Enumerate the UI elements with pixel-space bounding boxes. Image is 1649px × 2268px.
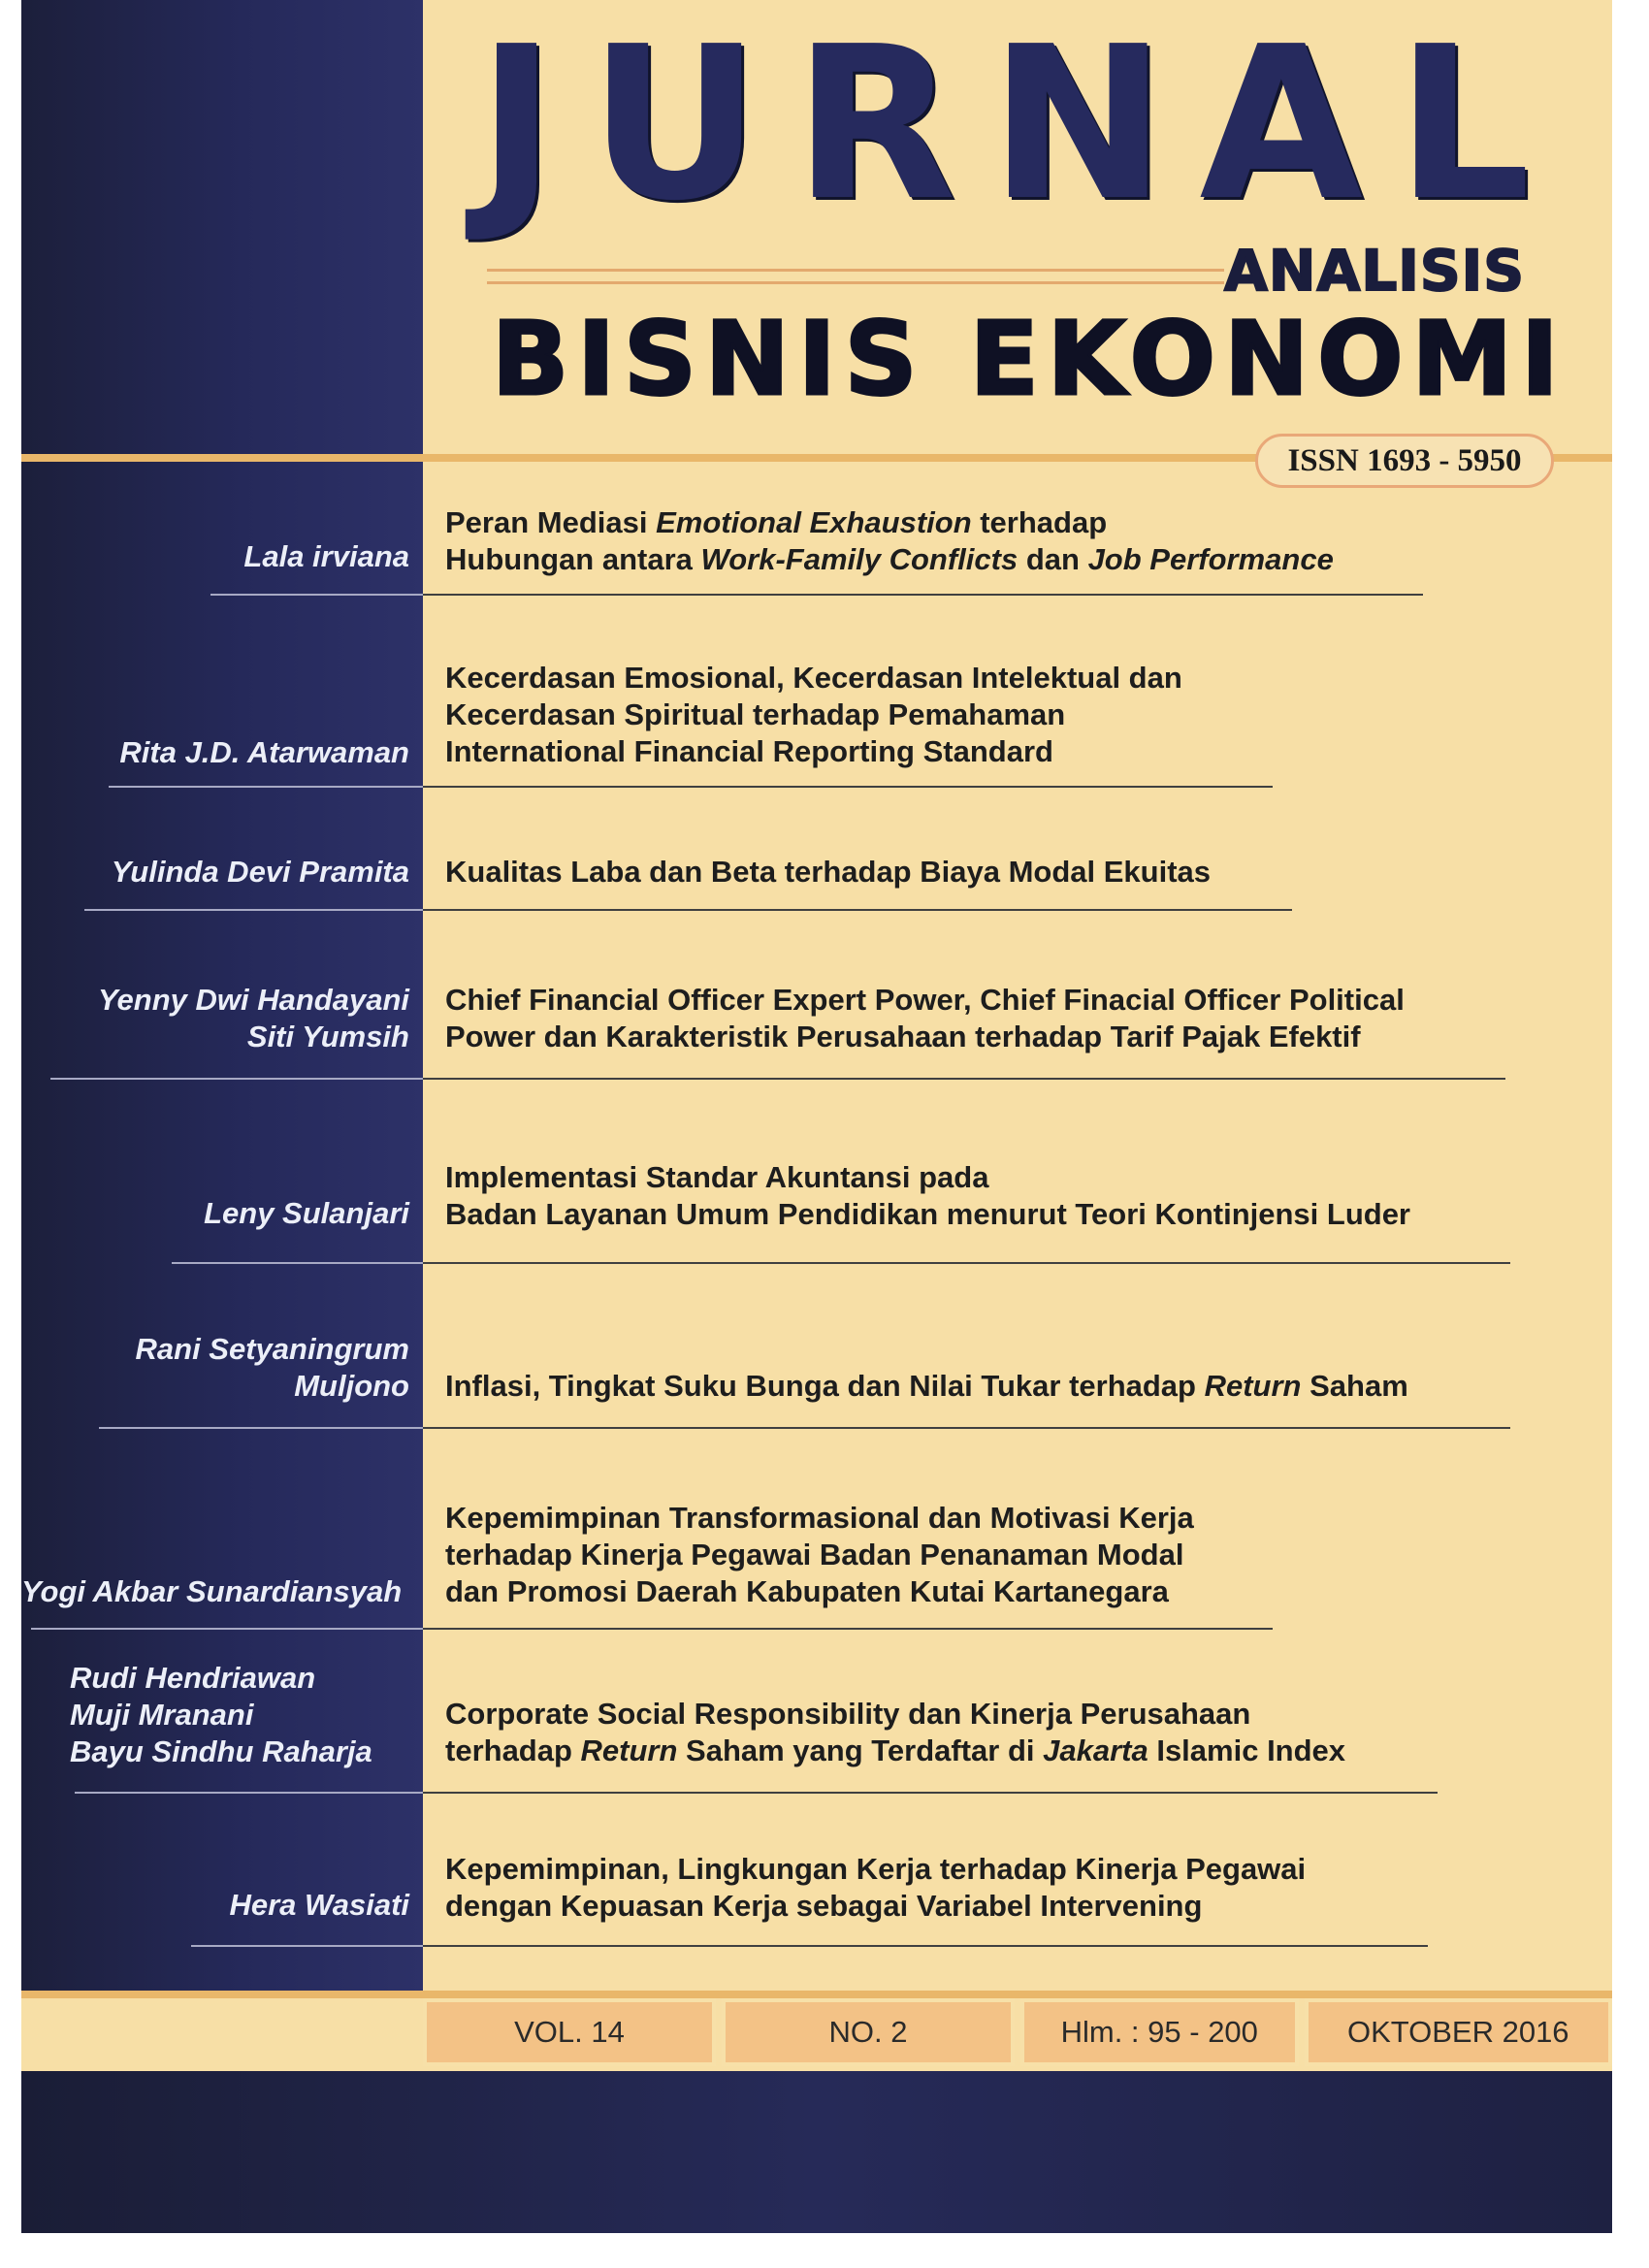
title-text: dan Promosi Daerah Kabupaten Kutai Kartanegara [445,1574,1169,1608]
italic-term: Return [580,1733,678,1767]
author-divider [75,1792,423,1794]
title-text: Saham [1301,1369,1408,1403]
article-title [445,1368,1408,1405]
number-cell: NO. 2 [722,1998,1015,2066]
article-title [445,1159,1410,1233]
article-title-line [445,660,1182,697]
title-divider [423,909,1292,911]
article-title-line [445,504,1334,541]
footer-stripe [21,1991,1612,1998]
author-divider [191,1945,423,1947]
title-text: Badan Layanan Umum Pendidikan menurut Teori Kontinjensi Luder [445,1197,1410,1231]
article-title-line [445,697,1182,733]
title-text: dan [1018,542,1088,576]
author-name: Leny Sulanjari [204,1196,409,1230]
author-name: Yogi Akbar Sunardiansyah [21,1574,403,1608]
title-divider [423,1945,1428,1947]
italic-term: Return [1204,1369,1302,1403]
article-authors [21,1331,409,1405]
title-text: Hubungan antara [445,542,701,576]
author-divider [99,1427,423,1429]
author-divider [84,909,423,911]
article-title-line [445,1888,1306,1925]
title-text: Power dan Karakteristik Perusahaan terhadap Tarif Pajak Efektif [445,1020,1361,1053]
title-text: Chief Financial Officer Expert Power, Chief Finacial Officer Political [445,983,1405,1017]
author-divider [50,1078,423,1080]
title-text: Kualitas Laba dan Beta terhadap Biaya Modal Ekuitas [445,855,1212,889]
author-name: Bayu Sindhu Raharja [70,1734,372,1768]
journal-title: JURNAL [477,2,1565,247]
article-title-line [445,1733,1345,1769]
author-name: Hera Wasiati [229,1888,409,1922]
issue-info-bar [423,1998,1612,2066]
title-divider [423,1078,1505,1080]
article-authors [21,982,409,1055]
article-title-line [445,1159,1410,1196]
italic-term: Work-Family Conflicts [700,542,1018,576]
title-text: Implementasi Standar Akuntansi pada [445,1160,989,1194]
title-divider [423,1262,1510,1264]
title-text: International Financial Reporting Standard [445,734,1053,768]
title-divider [423,594,1423,596]
title-text: dengan Kepuasan Kerja sebagai Variabel Intervening [445,1889,1203,1923]
article-title-line [445,1019,1405,1055]
article-authors [21,1195,409,1232]
article-title [445,504,1334,578]
article-authors [21,1573,409,1610]
article-title [445,982,1405,1055]
article-authors [70,1660,409,1770]
title-text: terhadap [971,505,1108,539]
title-text: Corporate Social Responsibility dan Kinerja Perusahaan [445,1697,1251,1731]
article-title-line [445,1696,1345,1733]
title-text: Kepemimpinan, Lingkungan Kerja terhadap Kinerja Pegawai [445,1852,1307,1886]
article-title [445,854,1211,891]
article-title-line [445,1500,1194,1537]
title-text: Inflasi, Tingkat Suku Bunga dan Nilai Tukar terhadap [445,1369,1205,1403]
article-title-line [445,1368,1408,1405]
title-text: Islamic Index [1148,1733,1346,1767]
title-decorative-line [487,281,1224,284]
title-text: Kecerdasan Spiritual terhadap Pemahaman [445,697,1066,731]
author-name: Siti Yumsih [246,1020,409,1053]
article-title-line [445,1537,1194,1573]
author-name: Yulinda Devi Pramita [111,855,409,889]
italic-term: Job Performance [1087,542,1334,576]
bottom-bar [21,2071,1612,2233]
author-name: Muljono [294,1369,409,1403]
italic-term: Emotional Exhaustion [656,505,972,539]
author-name: Rita J.D. Atarwaman [119,735,409,769]
journal-cover [21,0,1612,2233]
article-authors [21,538,409,575]
author-divider [172,1262,423,1264]
issn-badge: ISSN 1693 - 5950 [1255,434,1554,488]
date-cell: OKTOBER 2016 [1305,1998,1612,2066]
title-divider [423,1427,1510,1429]
author-name: Rani Setyaningrum [135,1332,409,1366]
article-authors [21,1887,409,1924]
volume-cell: VOL. 14 [423,1998,716,2066]
author-name: Rudi Hendriawan [70,1661,316,1695]
journal-subtitle-large: BISNIS EKONOMI [492,300,1568,418]
title-text: terhadap [445,1733,581,1767]
article-title [445,1851,1306,1925]
italic-term: Jakarta [1043,1733,1148,1767]
title-text: Kecerdasan Emosional, Kecerdasan Intelektual dan [445,661,1182,695]
title-text: Peran Mediasi [445,505,657,539]
journal-subtitle-small: ANALISIS [1224,238,1525,304]
article-title-line [445,733,1182,770]
author-divider [210,594,423,596]
author-name: Yenny Dwi Handayani [98,983,409,1017]
article-title-line [445,1851,1306,1888]
article-title-line [445,541,1334,578]
article-title-line [445,982,1405,1019]
article-title [445,660,1182,770]
title-text: Kepemimpinan Transformasional dan Motivasi Kerja [445,1501,1194,1535]
title-divider [423,1792,1438,1794]
article-title-line [445,1196,1410,1233]
title-text: terhadap Kinerja Pegawai Badan Penanaman Modal [445,1538,1184,1571]
article-title [445,1500,1194,1610]
article-title-line [445,1573,1194,1610]
article-title [445,1696,1345,1769]
author-name: Lala irviana [243,539,409,573]
article-title-line [445,854,1211,891]
article-authors [21,734,409,771]
author-divider [109,786,423,788]
title-divider [423,1628,1273,1630]
pages-cell: Hlm. : 95 - 200 [1020,1998,1299,2066]
title-text: Saham yang Terdaftar di [677,1733,1044,1767]
title-decorative-line [487,269,1224,272]
article-authors [21,854,409,891]
author-divider [31,1628,423,1630]
title-divider [423,786,1273,788]
author-name: Muji Mranani [70,1698,254,1732]
